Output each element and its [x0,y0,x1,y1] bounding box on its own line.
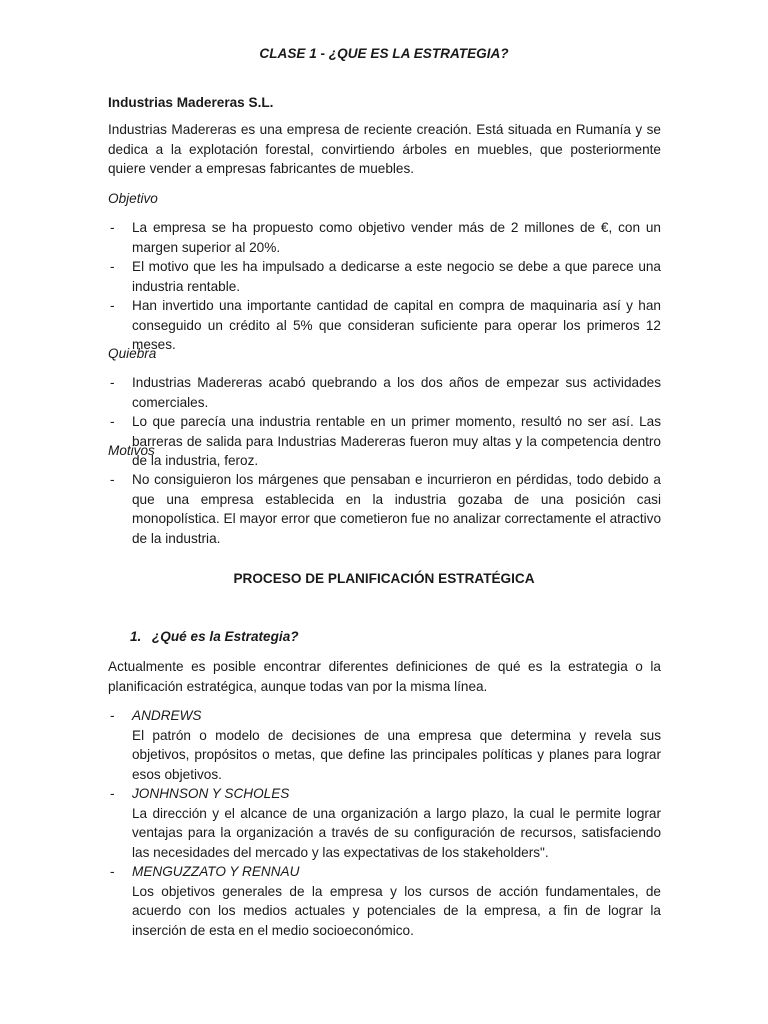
list-item: - El motivo que les ha impulsado a dedicarse a este negocio se debe a que parece una industria rentable. [110,259,661,294]
list-item: - Lo que parecía una industria rentable en un primer momento, resultó no ser así. Las barreras de salida para Industrias Madereras fueron muy altas y la competencia dentro de la industria, feroz. [110,414,661,468]
point-number: 1. [130,629,142,644]
definitions-list [108,706,661,940]
numbered-heading [130,627,299,647]
list-item: - La empresa se ha propuesto como objetivo vender más de 2 millones de €, con un margen superior al 20%. [110,220,661,255]
case-intro: Industrias Madereras es una empresa de reciente creación. Está situada en Rumanía y se dedica a la explotación forestal, convirtiendo árboles en muebles, que posteriormente quiere vender a empresas fabricantes de muebles. [108,122,661,176]
dash-bullet: - [110,708,115,723]
dash-bullet: - [110,864,115,879]
quiebra-list [108,373,661,471]
dash-bullet: - [110,375,115,390]
definition-text: La dirección y el alcance de una organización a largo plazo, la cual le permite lograr ventajas para la organización a través de su configuración de recursos, satisfaciendo las necesidades del mercado y las expectativas de los stakeholders". [132,805,661,860]
list-item: - Han invertido una importante cantidad de capital en compra de maquinaria así y han conseguido un crédito al 5% que consideran suficiente para operar los primeros 12 meses. [110,298,661,352]
dash-bullet: - [110,786,115,801]
document-title: CLASE 1 - ¿QUE ES LA ESTRATEGIA? [259,46,509,61]
list-item: - Industrias Madereras acabó quebrando a los dos años de empezar sus actividades comerciales. [110,375,661,410]
definition-item [108,784,661,862]
point-title: ¿Qué es la Estrategia? [152,629,299,644]
definition-text: El patrón o modelo de decisiones de una empresa que determina y revela sus objetivos, propósitos o metas, que define las principales políticas y planes para lograr esos objetivos. [132,727,661,782]
definition-author: MENGUZZATO Y RENNAU [132,864,300,879]
definition-author: JONHNSON Y SCHOLES [132,786,290,801]
dash-bullet: - [110,472,115,487]
definition-item [108,862,661,940]
list-item: - No consiguieron los márgenes que pensaban e incurrieron en pérdidas, todo debido a que una empresa establecida en la industria gozaba de una posición casi monopolística. El mayor error que cometieron fue no analizar correctamente el atractivo de la industria. [110,472,661,546]
heading-quiebra: Quiebra [108,346,157,361]
definition-item [108,706,661,784]
company-name: Industrias Madereras S.L. [108,95,274,110]
definition-text: Los objetivos generales de la empresa y los cursos de acción fundamentales, de acuerdo con los medios actuales y potenciales de la empresa, a fin de lograr la inserción de esta en el medio socioeconómico. [132,883,661,938]
dash-bullet: - [110,220,115,235]
dash-bullet: - [110,298,115,313]
process-intro: Actualmente es posible encontrar diferentes definiciones de qué es la estrategia o la planificación estratégica, aunque todas van por la misma línea. [108,659,661,694]
section-title: PROCESO DE PLANIFICACIÓN ESTRATÉGICA [233,571,535,586]
heading-motivos: Motivos [108,443,155,458]
definition-author: ANDREWS [132,708,202,723]
heading-objetivo: Objetivo [108,191,158,206]
dash-bullet: - [110,259,115,274]
dash-bullet: - [110,414,115,429]
motivos-list [108,470,661,548]
objetivo-list [108,218,661,355]
